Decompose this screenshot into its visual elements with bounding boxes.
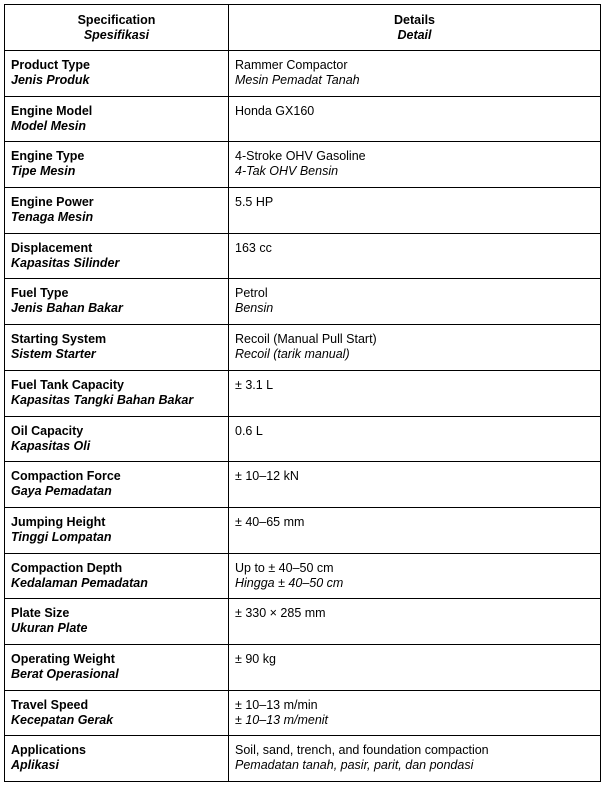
spec-cell xyxy=(5,279,229,325)
spec-cell xyxy=(5,736,229,782)
detail-cell xyxy=(229,462,601,508)
spec-label-en: Compaction Depth xyxy=(11,560,123,575)
spec-label-id: Kecepatan Gerak xyxy=(11,712,114,727)
spec-cell xyxy=(5,325,229,371)
detail-value-en: 0.6 L xyxy=(235,423,263,438)
spec-label-id: Tinggi Lompatan xyxy=(11,529,112,544)
spec-label-en: Jumping Height xyxy=(11,514,106,529)
spec-label-en: Operating Weight xyxy=(11,651,115,666)
detail-cell xyxy=(229,325,601,371)
table-row xyxy=(5,599,601,645)
spec-label-id: Sistem Starter xyxy=(11,347,96,362)
spec-label-en: Fuel Tank Capacity xyxy=(11,377,124,392)
spec-cell xyxy=(5,644,229,690)
table-row xyxy=(5,416,601,462)
detail-value-en: Rammer Compactor xyxy=(235,58,348,72)
detail-value-en: 5.5 HP xyxy=(235,195,274,210)
spec-label-en: Applications xyxy=(11,743,87,758)
spec-label-id: Model Mesin xyxy=(11,118,87,133)
table-row xyxy=(5,188,601,234)
spec-header-en: Specification xyxy=(77,12,156,27)
spec-label-id: Kapasitas Oli xyxy=(11,438,91,453)
spec-cell xyxy=(5,370,229,416)
spec-cell xyxy=(5,599,229,645)
detail-cell xyxy=(229,644,601,690)
detail-value-en: Recoil (Manual Pull Start) xyxy=(235,332,377,347)
spec-label-en: Engine Model xyxy=(11,103,93,118)
spec-label-id: Berat Operasional xyxy=(11,666,119,681)
spec-label-id: Tipe Mesin xyxy=(11,164,76,179)
spec-label-en: Oil Capacity xyxy=(11,423,84,438)
table-row xyxy=(5,142,601,188)
table-row xyxy=(5,233,601,279)
table-row xyxy=(5,644,601,690)
table-row xyxy=(5,507,601,553)
detail-cell xyxy=(229,599,601,645)
detail-value-en: 163 cc xyxy=(235,240,272,255)
detail-cell xyxy=(229,188,601,234)
spec-label-id: Gaya Pemadatan xyxy=(11,484,112,499)
spec-label-id: Jenis Produk xyxy=(11,73,90,87)
table-row xyxy=(5,553,601,599)
detail-cell xyxy=(229,142,601,188)
spec-label-en: Plate Size xyxy=(11,606,70,621)
detail-value-en: ± 10–13 m/min xyxy=(235,697,318,712)
spec-cell xyxy=(5,507,229,553)
detail-cell xyxy=(229,507,601,553)
detail-value-id: Pemadatan tanah, pasir, parit, dan pondasi xyxy=(235,758,474,773)
spec-header-id: Spesifikasi xyxy=(83,27,150,42)
table-row xyxy=(5,370,601,416)
detail-cell xyxy=(229,279,601,325)
detail-value-en: Petrol xyxy=(235,286,268,301)
spec-label-en: Engine Power xyxy=(11,195,94,210)
detail-cell xyxy=(229,690,601,736)
detail-cell xyxy=(229,51,601,97)
detail-value-en: ± 40–65 mm xyxy=(235,514,305,529)
table-row xyxy=(5,51,601,97)
table-row xyxy=(5,279,601,325)
spec-label-en: Travel Speed xyxy=(11,697,89,712)
spec-cell xyxy=(5,462,229,508)
table-row xyxy=(5,462,601,508)
detail-cell xyxy=(229,233,601,279)
spec-label-id: Aplikasi xyxy=(11,758,59,773)
table-header-row xyxy=(5,5,601,51)
table-row xyxy=(5,736,601,782)
spec-cell xyxy=(5,233,229,279)
spec-label-en: Compaction Force xyxy=(11,469,121,484)
detail-cell xyxy=(229,553,601,599)
detail-value-en: ± 90 kg xyxy=(235,651,276,666)
detail-value-id: ± 10–13 m/menit xyxy=(235,712,329,727)
spec-label-en: Starting System xyxy=(11,332,107,347)
spec-cell xyxy=(5,51,229,97)
spec-cell xyxy=(5,690,229,736)
spec-cell xyxy=(5,416,229,462)
spec-cell xyxy=(5,96,229,142)
detail-cell xyxy=(229,416,601,462)
detail-value-en: ± 330 × 285 mm xyxy=(235,606,326,621)
detail-cell xyxy=(229,370,601,416)
detail-value-en: Soil, sand, trench, and foundation compaction xyxy=(235,743,489,758)
detail-value-id: Bensin xyxy=(235,301,274,316)
detail-value-id: Hingga ± 40–50 cm xyxy=(235,575,344,590)
spec-label-id: Kedalaman Pemadatan xyxy=(11,575,148,590)
spec-label-id: Jenis Bahan Bakar xyxy=(11,301,123,316)
table-row xyxy=(5,96,601,142)
spec-label-en: Fuel Type xyxy=(11,286,69,301)
detail-value-en: 4-Stroke OHV Gasoline xyxy=(235,149,366,164)
detail-value-id: 4-Tak OHV Bensin xyxy=(235,164,339,179)
spec-label-id: Ukuran Plate xyxy=(11,621,88,636)
spec-label-id: Kapasitas Silinder xyxy=(11,255,120,270)
spec-column-header xyxy=(5,5,229,51)
table-row xyxy=(5,690,601,736)
spec-cell xyxy=(5,188,229,234)
detail-value-en: Up to ± 40–50 cm xyxy=(235,560,334,575)
spec-label-id: Kapasitas Tangki Bahan Bakar xyxy=(11,392,194,407)
details-column-header xyxy=(229,5,601,51)
detail-value-en: ± 10–12 kN xyxy=(235,469,299,484)
spec-label-id: Tenaga Mesin xyxy=(11,210,94,225)
detail-value-id: Mesin Pemadat Tanah xyxy=(235,73,360,87)
table-row xyxy=(5,325,601,371)
spec-table-body xyxy=(5,51,601,782)
detail-cell xyxy=(229,96,601,142)
detail-cell xyxy=(229,736,601,782)
details-header-en: Details xyxy=(394,12,435,27)
detail-value-en: Honda GX160 xyxy=(235,103,315,118)
spec-label-en: Displacement xyxy=(11,240,93,255)
spec-cell xyxy=(5,553,229,599)
detail-value-en: ± 3.1 L xyxy=(235,377,274,392)
details-header-id: Detail xyxy=(397,27,432,42)
spec-table xyxy=(4,4,601,782)
spec-label-en: Engine Type xyxy=(11,149,85,164)
spec-cell xyxy=(5,142,229,188)
detail-value-id: Recoil (tarik manual) xyxy=(235,347,350,362)
spec-label-en: Product Type xyxy=(11,58,90,72)
